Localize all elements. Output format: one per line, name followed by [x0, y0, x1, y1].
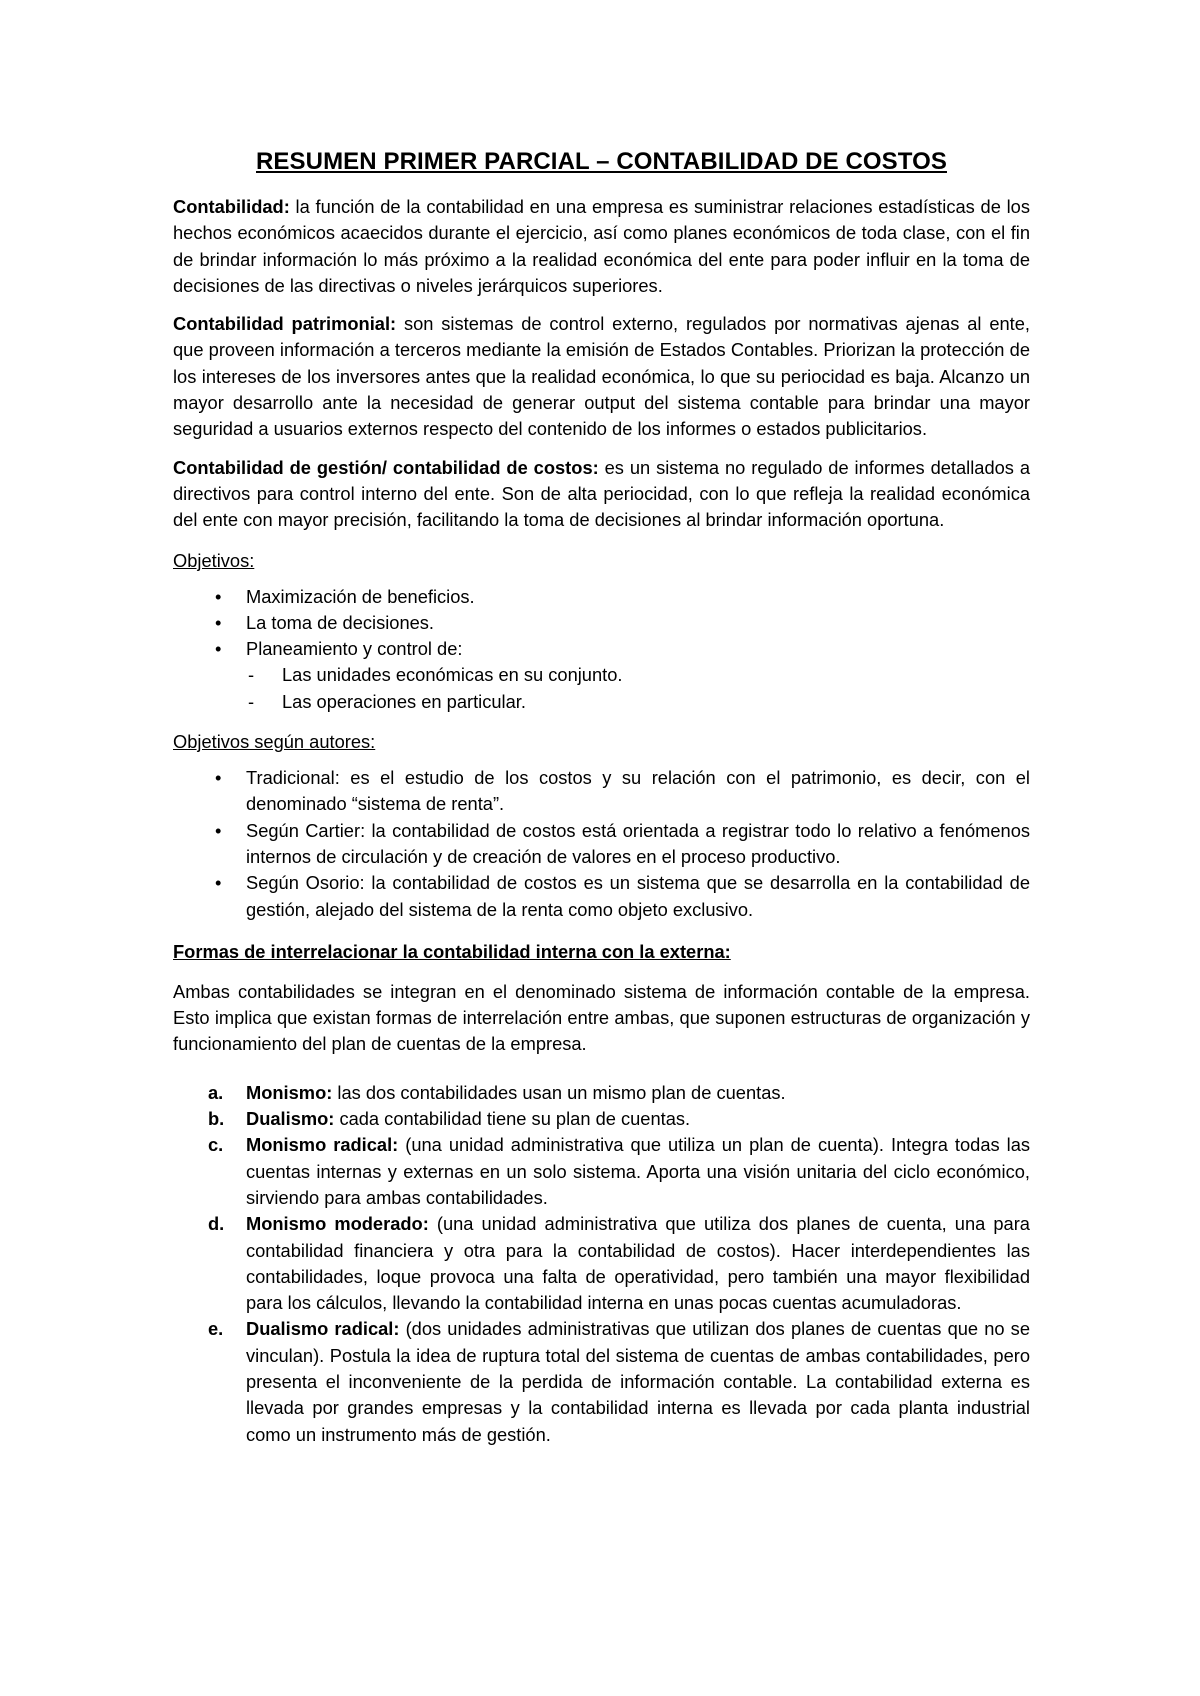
- dash-icon: -: [248, 664, 255, 686]
- list-item-text: Según Osorio: la contabilidad de costos es un sistema que se desarrolla en la contabilidad de gestión, alejado del sistema de la renta como objeto exclusivo.: [246, 872, 1030, 920]
- text-contabilidad-gestion: es un sistema no regulado de informes detallados a directivos para control interno del ente. Son de alta periocidad, con lo que refleja la realidad económica del ente con mayor precisión, facilitando la toma de decisiones al brindar información oportuna.: [173, 456, 1030, 531]
- heading-formas: Formas de interrelacionar la contabilidad interna con la externa:: [173, 940, 731, 962]
- list-item-term: Dualismo radical:: [246, 1318, 400, 1340]
- list-item: [173, 1080, 1030, 1106]
- sublist-planeamiento: [173, 662, 1030, 715]
- bullet-icon: •: [215, 872, 222, 894]
- list-item-term: Monismo moderado:: [246, 1213, 429, 1235]
- paragraph-contabilidad-patrimonial: [173, 311, 1030, 442]
- paragraph-formas: Ambas contabilidades se integran en el denominado sistema de información contable de la empresa. Esto implica que existan formas de interrelación entre ambas, que suponen estructuras de organización y funcionamiento del plan de cuentas de la empresa.: [173, 980, 1030, 1055]
- sublist-item: [173, 662, 1030, 688]
- list-letter: d.: [208, 1213, 225, 1235]
- page-title: RESUMEN PRIMER PARCIAL – CONTABILIDAD DE COSTOS: [256, 148, 947, 175]
- term-contabilidad-gestion: Contabilidad de gestión/ contabilidad de costos:: [173, 456, 599, 478]
- list-item-term: Monismo:: [246, 1081, 333, 1103]
- sublist-item-text: Las operaciones en particular.: [282, 690, 526, 712]
- list-item: [173, 1132, 1030, 1211]
- list-letter: a.: [208, 1081, 224, 1103]
- list-item-term: Monismo radical:: [246, 1134, 399, 1156]
- heading-objetivos: Objetivos:: [173, 549, 255, 571]
- sublist-item-text: Las unidades económicas en su conjunto.: [282, 664, 623, 686]
- bullet-icon: •: [215, 585, 222, 607]
- list-objetivos: [173, 584, 1030, 715]
- list-item-text: Tradicional: es el estudio de los costos y su relación con el patrimonio, es decir, con el denominado “sistema de renta”.: [246, 767, 1030, 815]
- list-item: [173, 1211, 1030, 1316]
- list-letter: c.: [208, 1134, 224, 1156]
- list-item: [173, 765, 1030, 818]
- list-item: [173, 818, 1030, 871]
- list-item-text: La toma de decisiones.: [246, 611, 435, 633]
- list-item-text: Según Cartier: la contabilidad de costos está orientada a registrar todo lo relativo a fenómenos internos de circulación y de creación de valores en el proceso productivo.: [246, 819, 1030, 867]
- list-item: [173, 870, 1030, 923]
- list-item-text: cada contabilidad tiene su plan de cuentas.: [334, 1108, 691, 1130]
- bullet-icon: •: [215, 611, 222, 633]
- list-item-text: (una unidad administrativa que utiliza un plan de cuenta). Integra todas las cuentas internas y externas en un solo sistema. Aporta una visión unitaria del ciclo económico, sirviendo para ambas contabilidades.: [246, 1134, 1031, 1208]
- bullet-icon: •: [215, 767, 222, 789]
- heading-objetivos-autores: Objetivos según autores:: [173, 731, 376, 753]
- term-contabilidad-patrimonial: Contabilidad patrimonial:: [173, 313, 397, 335]
- list-letter: b.: [208, 1108, 225, 1130]
- text-contabilidad-patrimonial: son sistemas de control externo, regulados por normativas ajenas al ente, que proveen información a terceros mediante la emisión de Estados Contables. Priorizan la protección de los intereses de los inversores antes que la realidad económica, lo que su periocidad es baja. Alcanzo un mayor desarrollo ante la necesidad de generar output del sistema contable para brindar una mayor seguridad a usuarios externos respecto del contenido de los informes o estados publicitarios.: [173, 313, 1030, 440]
- list-formas: [173, 1080, 1030, 1448]
- list-item-text: Planeamiento y control de:: [246, 638, 463, 660]
- list-item-text: Maximización de beneficios.: [246, 585, 475, 607]
- list-item-text: las dos contabilidades usan un mismo plan de cuentas.: [332, 1081, 786, 1103]
- list-item: [173, 1316, 1030, 1447]
- dash-icon: -: [248, 690, 255, 712]
- list-item-text: (una unidad administrativa que utiliza dos planes de cuenta, una para contabilidad financiera y otra para la contabilidad de costos). Hacer interdependientes las contabilidades, loque provoca una falta de operatividad, pero también una mayor flexibilidad para los cálculos, llevando la contabilidad interna en unas pocas cuentas acumuladoras.: [246, 1213, 1030, 1314]
- list-letter: e.: [208, 1318, 224, 1340]
- list-item-text: (dos unidades administrativas que utilizan dos planes de cuentas que no se vinculan). Postula la idea de ruptura total del sistema de cuentas de ambas contabilidades, pero presenta el inconveniente de la perdida de información contable. La contabilidad externa es llevada por grandes empresas y la contabilidad interna es llevada por cada planta industrial como un instrumento más de gestión.: [246, 1318, 1030, 1445]
- text-contabilidad: la función de la contabilidad en una empresa es suministrar relaciones estadísticas de los hechos económicos acaecidos durante el ejercicio, así como planes económicos de toda clase, con el fin de brindar información lo más próximo a la realidad económica del ente para poder influir en la toma de decisiones de las directivas o niveles jerárquicos superiores.: [173, 196, 1030, 296]
- term-contabilidad: Contabilidad:: [173, 196, 290, 217]
- list-objetivos-autores: [173, 765, 1030, 923]
- list-item: [173, 636, 1030, 715]
- list-item: [173, 584, 1030, 610]
- sublist-item: [173, 689, 1030, 715]
- list-item-term: Dualismo:: [246, 1108, 335, 1130]
- paragraph-contabilidad-gestion: [173, 455, 1030, 534]
- list-item: [173, 610, 1030, 636]
- paragraph-contabilidad: [173, 194, 1030, 299]
- list-item: [173, 1106, 1030, 1132]
- bullet-icon: •: [215, 638, 222, 660]
- bullet-icon: •: [215, 819, 222, 841]
